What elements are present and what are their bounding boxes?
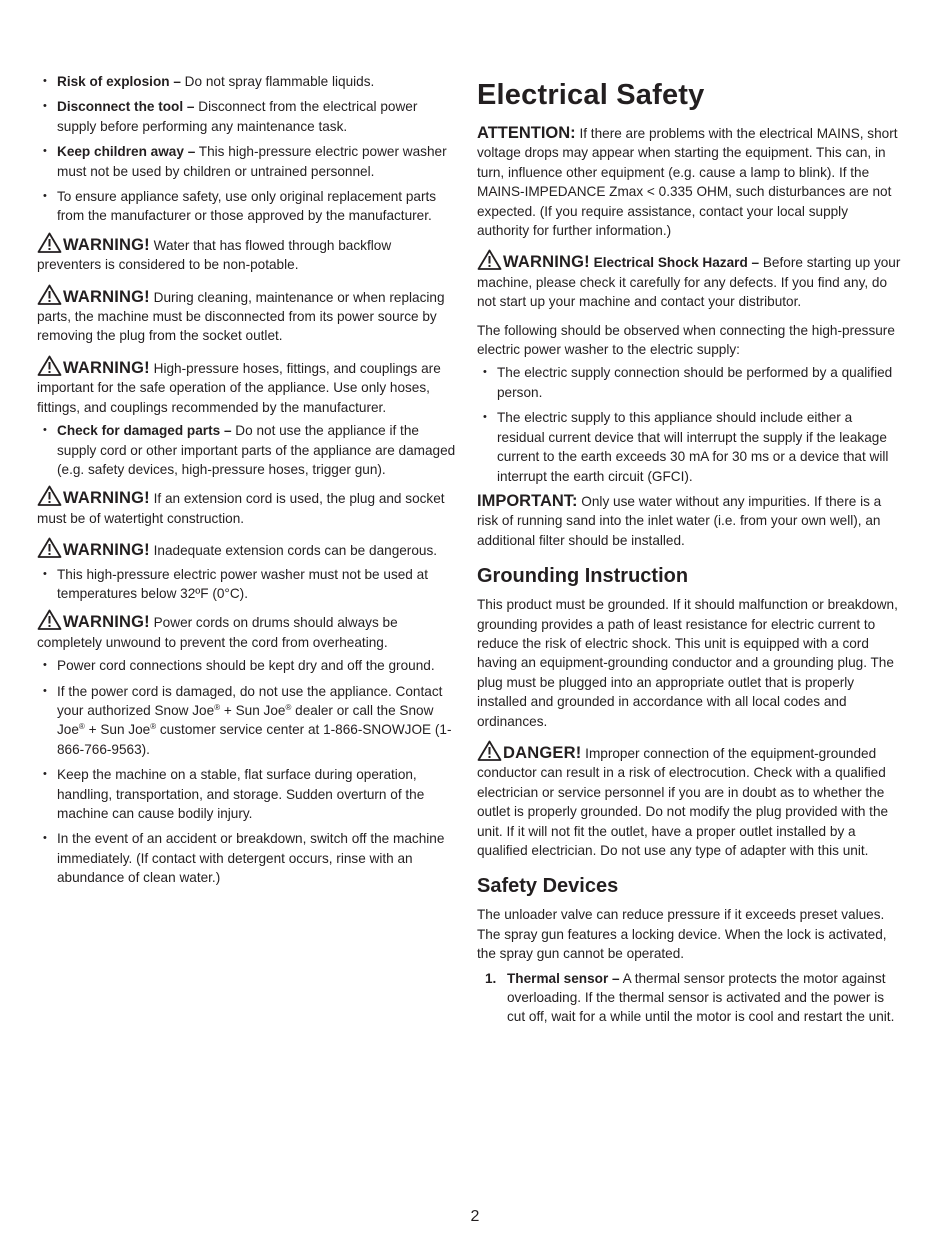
warning-paragraph bbox=[37, 284, 457, 346]
bullet-text: Power cord connections should be kept dry and off the ground. bbox=[57, 658, 435, 674]
list-item bbox=[485, 969, 902, 1027]
warning-triangle-icon bbox=[37, 232, 62, 253]
list-item bbox=[57, 421, 457, 479]
bullet-lead: Keep children away – bbox=[57, 144, 196, 160]
attention-paragraph bbox=[477, 124, 902, 240]
warning-paragraph bbox=[37, 232, 457, 275]
page-title: Electrical Safety bbox=[477, 79, 705, 111]
list-item bbox=[57, 765, 457, 823]
bullet-text: + Sun Joe bbox=[220, 702, 286, 718]
bullet-text: To ensure appliance safety, use only original replacement parts from the manufacturer or those approved by the manufacturer. bbox=[57, 189, 437, 224]
bullet-lead: Risk of explosion – bbox=[57, 74, 181, 89]
warning-triangle-icon bbox=[477, 740, 502, 761]
warning-text: If an extension cord is used, the plug and socket must be of watertight construction. bbox=[37, 491, 445, 526]
damaged-parts-list bbox=[37, 421, 457, 479]
important-paragraph bbox=[477, 492, 902, 550]
list-item bbox=[57, 72, 457, 91]
bullet-text: This high-pressure electric power washer must not be used by children or untrained personnel. bbox=[57, 144, 447, 179]
warning-label: WARNING! bbox=[63, 358, 150, 377]
warning-text: Power cords on drums should always be completely unwound to prevent the cord from overheating. bbox=[37, 615, 398, 650]
bullet-text: If the power cord is damaged, do not use the appliance. Contact your authorized Snow Joe bbox=[57, 683, 443, 718]
registered-mark: ® bbox=[150, 722, 157, 732]
supply-bullet-list bbox=[477, 363, 902, 485]
shock-label: Electrical Shock Hazard – bbox=[593, 255, 760, 271]
list-item bbox=[57, 682, 457, 760]
important-label: IMPORTANT: bbox=[477, 491, 578, 510]
attention-label: ATTENTION: bbox=[477, 124, 576, 142]
registered-mark: ® bbox=[285, 702, 292, 712]
shock-hazard-paragraph bbox=[477, 249, 902, 311]
safety-devices-list bbox=[477, 969, 902, 1027]
power-cord-list bbox=[37, 656, 457, 887]
warning-triangle-icon bbox=[37, 537, 62, 558]
important-text: Only use water without any impurities. If there is a risk of running sand into the inlet water (i.e. from your own well), an additional filter should be installed. bbox=[477, 493, 882, 548]
list-item: • The electric supply connection should be performed by a qualified person. bbox=[497, 363, 902, 402]
registered-mark: ® bbox=[78, 722, 85, 732]
warning-triangle-icon bbox=[37, 609, 62, 630]
danger-paragraph bbox=[477, 740, 902, 860]
safety-devices-heading: Safety Devices bbox=[477, 875, 619, 898]
list-item bbox=[57, 565, 457, 604]
registered-mark: ® bbox=[214, 702, 221, 712]
warning-paragraph bbox=[37, 355, 457, 417]
warning-label: WARNING! bbox=[63, 489, 150, 508]
list-item bbox=[57, 829, 457, 887]
shock-text: Before starting up your machine, please check it carefully for any defects. If you find any, do not start up your machine and contact your distributor. bbox=[477, 255, 901, 310]
bullet-text: This high-pressure electric power washer must not be used at temperatures below 32ºF (0°C). bbox=[57, 566, 428, 601]
warning-triangle-icon bbox=[477, 249, 502, 270]
attention-text: If there are problems with the electrical MAINS, short voltage drops may appear when starting the equipment. This can, in turn, influence other equipment (e.g. cause a lamp to blink). If the MAINS-IMPEDANCE Zmax < 0.335 OHM, such disturbances are not expected. (If you require assistance, contact your local supply authority for further information.) bbox=[477, 126, 898, 239]
warning-text: During cleaning, maintenance or when replacing parts, the machine must be disconnected from its power source by removing the plug from the socket outlet. bbox=[37, 289, 445, 344]
bullet-text: Disconnect from the electrical power supply before performing any maintenance task. bbox=[57, 99, 418, 134]
list-item bbox=[57, 142, 457, 181]
bullet-text: dealer or call the Snow Joe bbox=[57, 702, 434, 738]
warning-label: WARNING! bbox=[503, 253, 590, 272]
warning-paragraph bbox=[37, 537, 457, 560]
bullet-text: Keep the machine on a stable, flat surface during operation, handling, transportation, and storage. Sudden overturn of the machine can cause bodily injury. bbox=[57, 767, 425, 821]
bullet-text: Do not spray flammable liquids. bbox=[180, 74, 375, 89]
bullet-text: In the event of an accident or breakdown, switch off the machine immediately. (If contact with detergent occurs, rinse with an abundance of clean water.) bbox=[57, 831, 445, 886]
item-number: 1. bbox=[485, 970, 497, 986]
danger-text: Improper connection of the equipment-grounded conductor can result in a risk of electrocution. Check with a qualified electrician or service personnel if you are in doubt as to whether the outlet is properly grounded. Do not modify the plug provided with the unit. If it will not fit the outlet, have a proper outlet installed by a qualified electrician. Do not use any type of adapter with this unit. bbox=[477, 745, 889, 858]
warning-label: WARNING! bbox=[63, 235, 150, 254]
bullet-lead: Check for damaged parts – bbox=[57, 423, 232, 439]
danger-label: DANGER! bbox=[503, 743, 582, 762]
warning-paragraph bbox=[37, 609, 457, 652]
bullet-lead: Disconnect the tool – bbox=[57, 99, 195, 115]
left-column bbox=[37, 72, 457, 894]
list-item bbox=[57, 97, 457, 136]
bullet-text: + Sun Joe bbox=[84, 722, 151, 738]
warning-triangle-icon bbox=[37, 284, 62, 305]
safety-devices-paragraph: The unloader valve can reduce pressure if it exceeds preset values. The spray gun features a locking device. When the lock is activated, the spray gun cannot be operated. bbox=[477, 907, 887, 962]
warning-label: WARNING! bbox=[63, 613, 150, 632]
list-item bbox=[57, 187, 457, 226]
list-item: • The electric supply to this appliance should include either a residual current device that will interrupt the supply if the leakage current to the earth exceeds 30 mA for 30 ms or a device that will interrupt the earth circuit (GFCI). bbox=[497, 408, 902, 486]
item-lead: Thermal sensor – bbox=[507, 970, 620, 986]
intro-bullet-list bbox=[37, 72, 457, 226]
warning-paragraph bbox=[37, 485, 457, 528]
bullet-text: customer service center at 1-866-SNOWJOE (1-866-766-9563). bbox=[57, 722, 452, 757]
page-number: 2 bbox=[470, 1208, 480, 1225]
item-text: A thermal sensor protects the motor against overloading. If the thermal sensor is activated and the power is cut off, wait for a while until the motor is cool and restart the unit. bbox=[507, 970, 895, 1025]
temperature-list bbox=[37, 565, 457, 604]
warning-triangle-icon bbox=[37, 355, 62, 376]
warning-label: WARNING! bbox=[63, 287, 150, 306]
warning-text: Inadequate extension cords can be dangerous. bbox=[149, 543, 438, 559]
grounding-heading: Grounding Instruction bbox=[477, 565, 689, 588]
warning-text: High-pressure hoses, fittings, and couplings are important for the safe operation of the appliance. Use only hoses, fittings, and couplings recommended by the manufacturer. bbox=[37, 360, 441, 415]
bullet-text: Do not use the appliance if the supply cord or other important parts of the appliance are damaged (e.g. safety devices, high-pressure hoses, trigger gun). bbox=[57, 423, 456, 477]
warning-text: Water that has flowed through backflow preventers is considered to be non-potable. bbox=[37, 237, 392, 273]
warning-label: WARNING! bbox=[63, 541, 150, 560]
observed-paragraph: The following should be observed when connecting the high-pressure electric power washer to the electric supply: bbox=[477, 322, 895, 358]
grounding-paragraph: This product must be grounded. If it should malfunction or breakdown, grounding provides a path of least resistance for electric current to reduce the risk of electric shock. This unit is equipped with a cord having an equipment-grounding conductor and a grounding plug. The plug must be plugged into an appropriate outlet that is properly installed and grounded in accordance with all local codes and ordinances. bbox=[477, 597, 898, 729]
warning-triangle-icon bbox=[37, 485, 62, 506]
right-column bbox=[477, 72, 902, 1027]
list-item bbox=[57, 656, 457, 675]
